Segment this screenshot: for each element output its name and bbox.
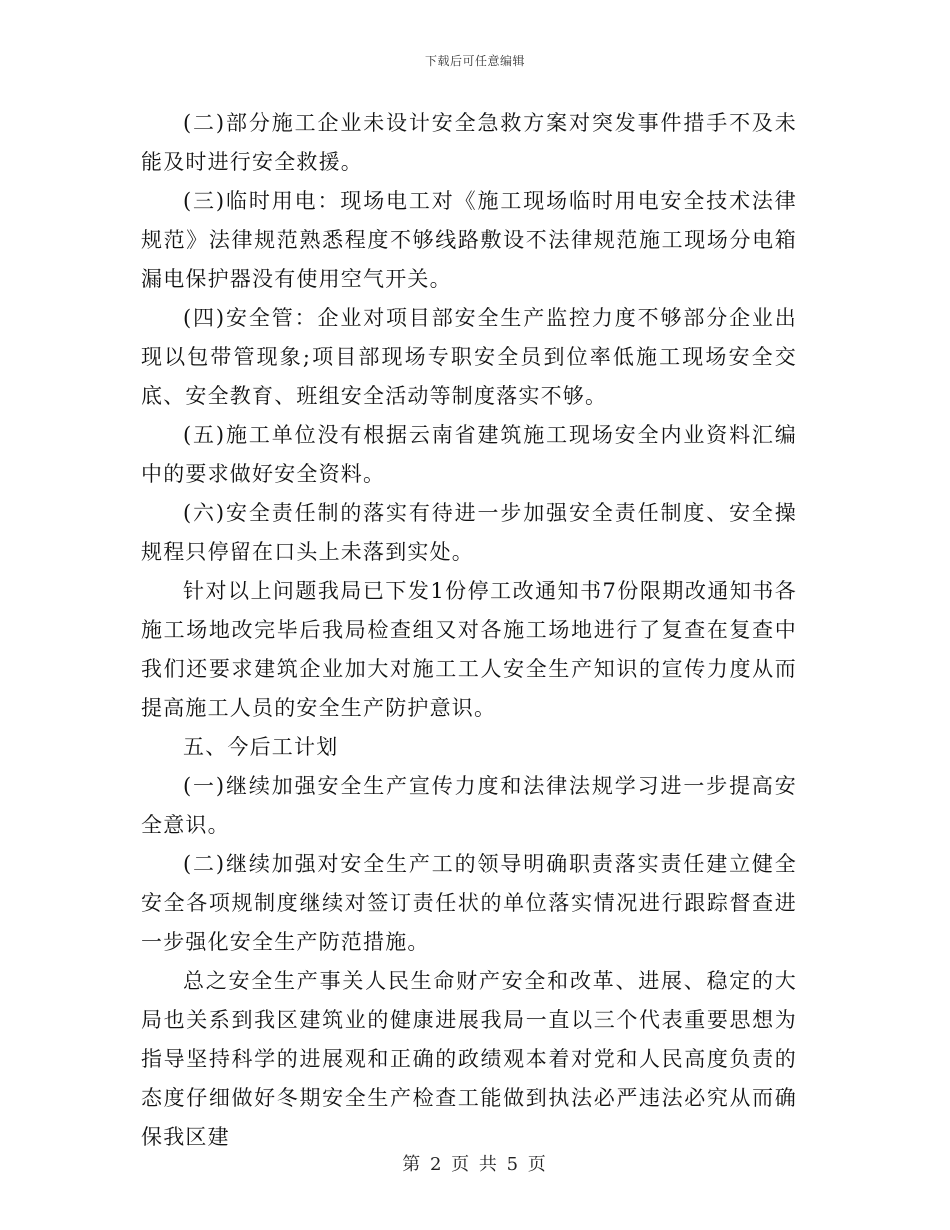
paragraph: 针对以上问题我局已下发1份停工改通知书7份限期改通知书各施工场地改完毕后我局检查组又对各施工场地进行了复查在复查中我们还要求建筑企业加大对施工工人安全生产知识的宣传力度从而提高施工人员的安全生产防护意识。 [141, 579, 797, 720]
paragraph: 总之安全生产事关人民生命财产安全和改革、进展、稳定的大局也关系到我区建筑业的健康进展我局一直以三个代表重要思想为指导坚持科学的进展观和正确的政绩观本着对党和人民高度负责的态度仔细做好冬期安全生产检查工能做到执法必严违法必究从而确保我区建 [141, 969, 797, 1149]
page-number: 第 2 页 共 5 页 [402, 1154, 548, 1175]
paragraph: (一)继续加强安全生产宣传力度和法律法规学习进一步提高安全意识。 [141, 774, 797, 837]
paragraph: (四)安全管：企业对项目部安全生产监控力度不够部分企业出现以包带管现象;项目部现场专职安全员到位率低施工现场安全交底、安全教育、班组安全活动等制度落实不够。 [141, 306, 797, 408]
page-header: 下载后可任意编辑 [424, 54, 525, 68]
section-heading: 五、今后工计划 [183, 735, 339, 759]
paragraph: (三)临时用电：现场电工对《施工现场临时用电安全技术法律规范》法律规范熟悉程度不够线路敷设不法律规范施工现场分电箱漏电保护器没有使用空气开关。 [141, 189, 797, 291]
paragraph: (六)安全责任制的落实有待进一步加强安全责任制度、安全操规程只停留在口头上未落到实处。 [141, 501, 797, 564]
paragraph: (二)部分施工企业未设计安全急救方案对突发事件措手不及未能及时进行安全救援。 [141, 111, 797, 174]
document-body [141, 104, 797, 1157]
paragraph: (二)继续加强对安全生产工的领导明确职责落实责任建立健全安全各项规制度继续对签订责任状的单位落实情况进行跟踪督查进一步强化安全生产防范措施。 [141, 852, 797, 954]
paragraph: (五)施工单位没有根据云南省建筑施工现场安全内业资料汇编中的要求做好安全资料。 [141, 423, 797, 486]
